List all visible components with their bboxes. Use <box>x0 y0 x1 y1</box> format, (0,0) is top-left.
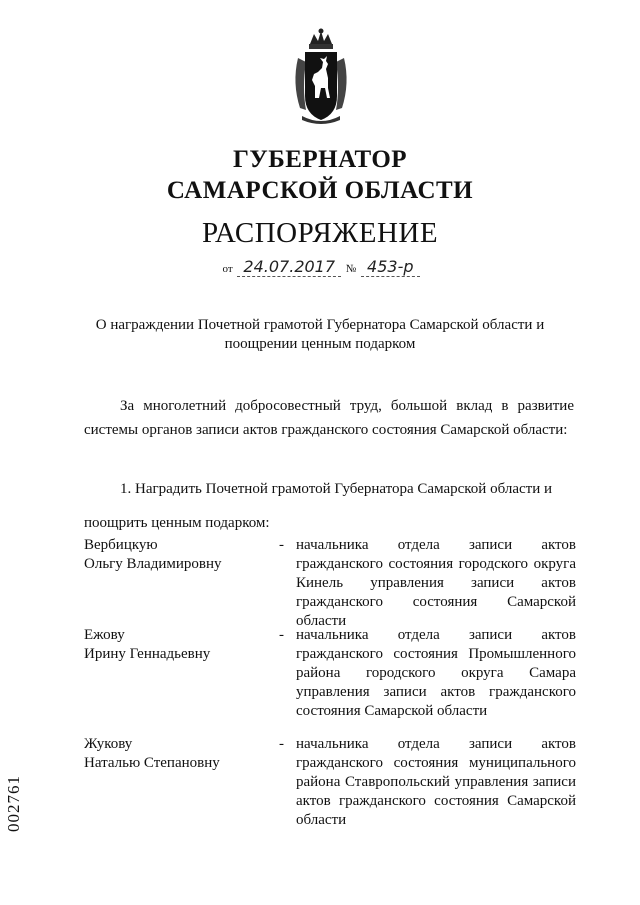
recipient-position: начальника отдела записи актов гражданского состояния Промышленного района городского округа Самара управления записи актов гражданского состояния Самарской области <box>296 627 576 719</box>
recipient-surname: Жукову <box>84 736 133 752</box>
recipient-dash: - <box>279 537 284 553</box>
recipient-name <box>84 735 274 773</box>
issuer-title: ГУБЕРНАТОР <box>232 146 408 173</box>
recipient-dash: - <box>279 736 284 752</box>
recipient-given-names: Ольгу Владимировну <box>84 556 222 572</box>
document-number: 453-р <box>361 258 419 277</box>
recipient-position: начальника отдела записи актов гражданского состояния муниципального района Ставропольский управления записи актов гражданского состояния Самарской области <box>296 736 576 828</box>
number-prefix: № <box>345 263 357 275</box>
date-prefix: от <box>222 263 233 275</box>
intro-paragraph: За многолетний добросовестный труд, большой вклад в развитие системы органов записи актов гражданского состояния Самарской области: <box>84 398 574 438</box>
order-item-1-tail: поощрить ценным подарком: <box>84 515 270 531</box>
recipient-given-names: Наталью Степановну <box>84 755 220 771</box>
recipient-surname: Вербицкую <box>84 537 158 553</box>
document-subject: О награждении Почетной грамотой Губернатора Самарской области и поощрении ценным подарком <box>95 317 545 352</box>
order-item-1-text: 1. Наградить Почетной грамотой Губернатора Самарской области и <box>120 481 552 497</box>
issuer-region-title: САМАРСКОЙ ОБЛАСТИ <box>166 177 474 204</box>
document-date: 24.07.2017 <box>237 258 341 277</box>
recipient-surname: Ежову <box>84 627 125 643</box>
recipient-given-names: Ирину Геннадьевну <box>84 646 211 662</box>
side-registration-number: 002761 <box>4 775 23 832</box>
order-item-1 <box>84 477 574 535</box>
recipient-position: начальника отдела записи актов гражданского состояния городского округа Кинель управления записи актов гражданского состояния Самарской области <box>296 537 576 629</box>
document-type-title: РАСПОРЯЖЕНИЕ <box>201 217 439 249</box>
recipient-name <box>84 536 274 574</box>
date-number-line <box>0 258 640 280</box>
recipient-name <box>84 626 274 664</box>
coat-of-arms-icon <box>290 28 352 128</box>
recipient-dash: - <box>279 627 284 643</box>
